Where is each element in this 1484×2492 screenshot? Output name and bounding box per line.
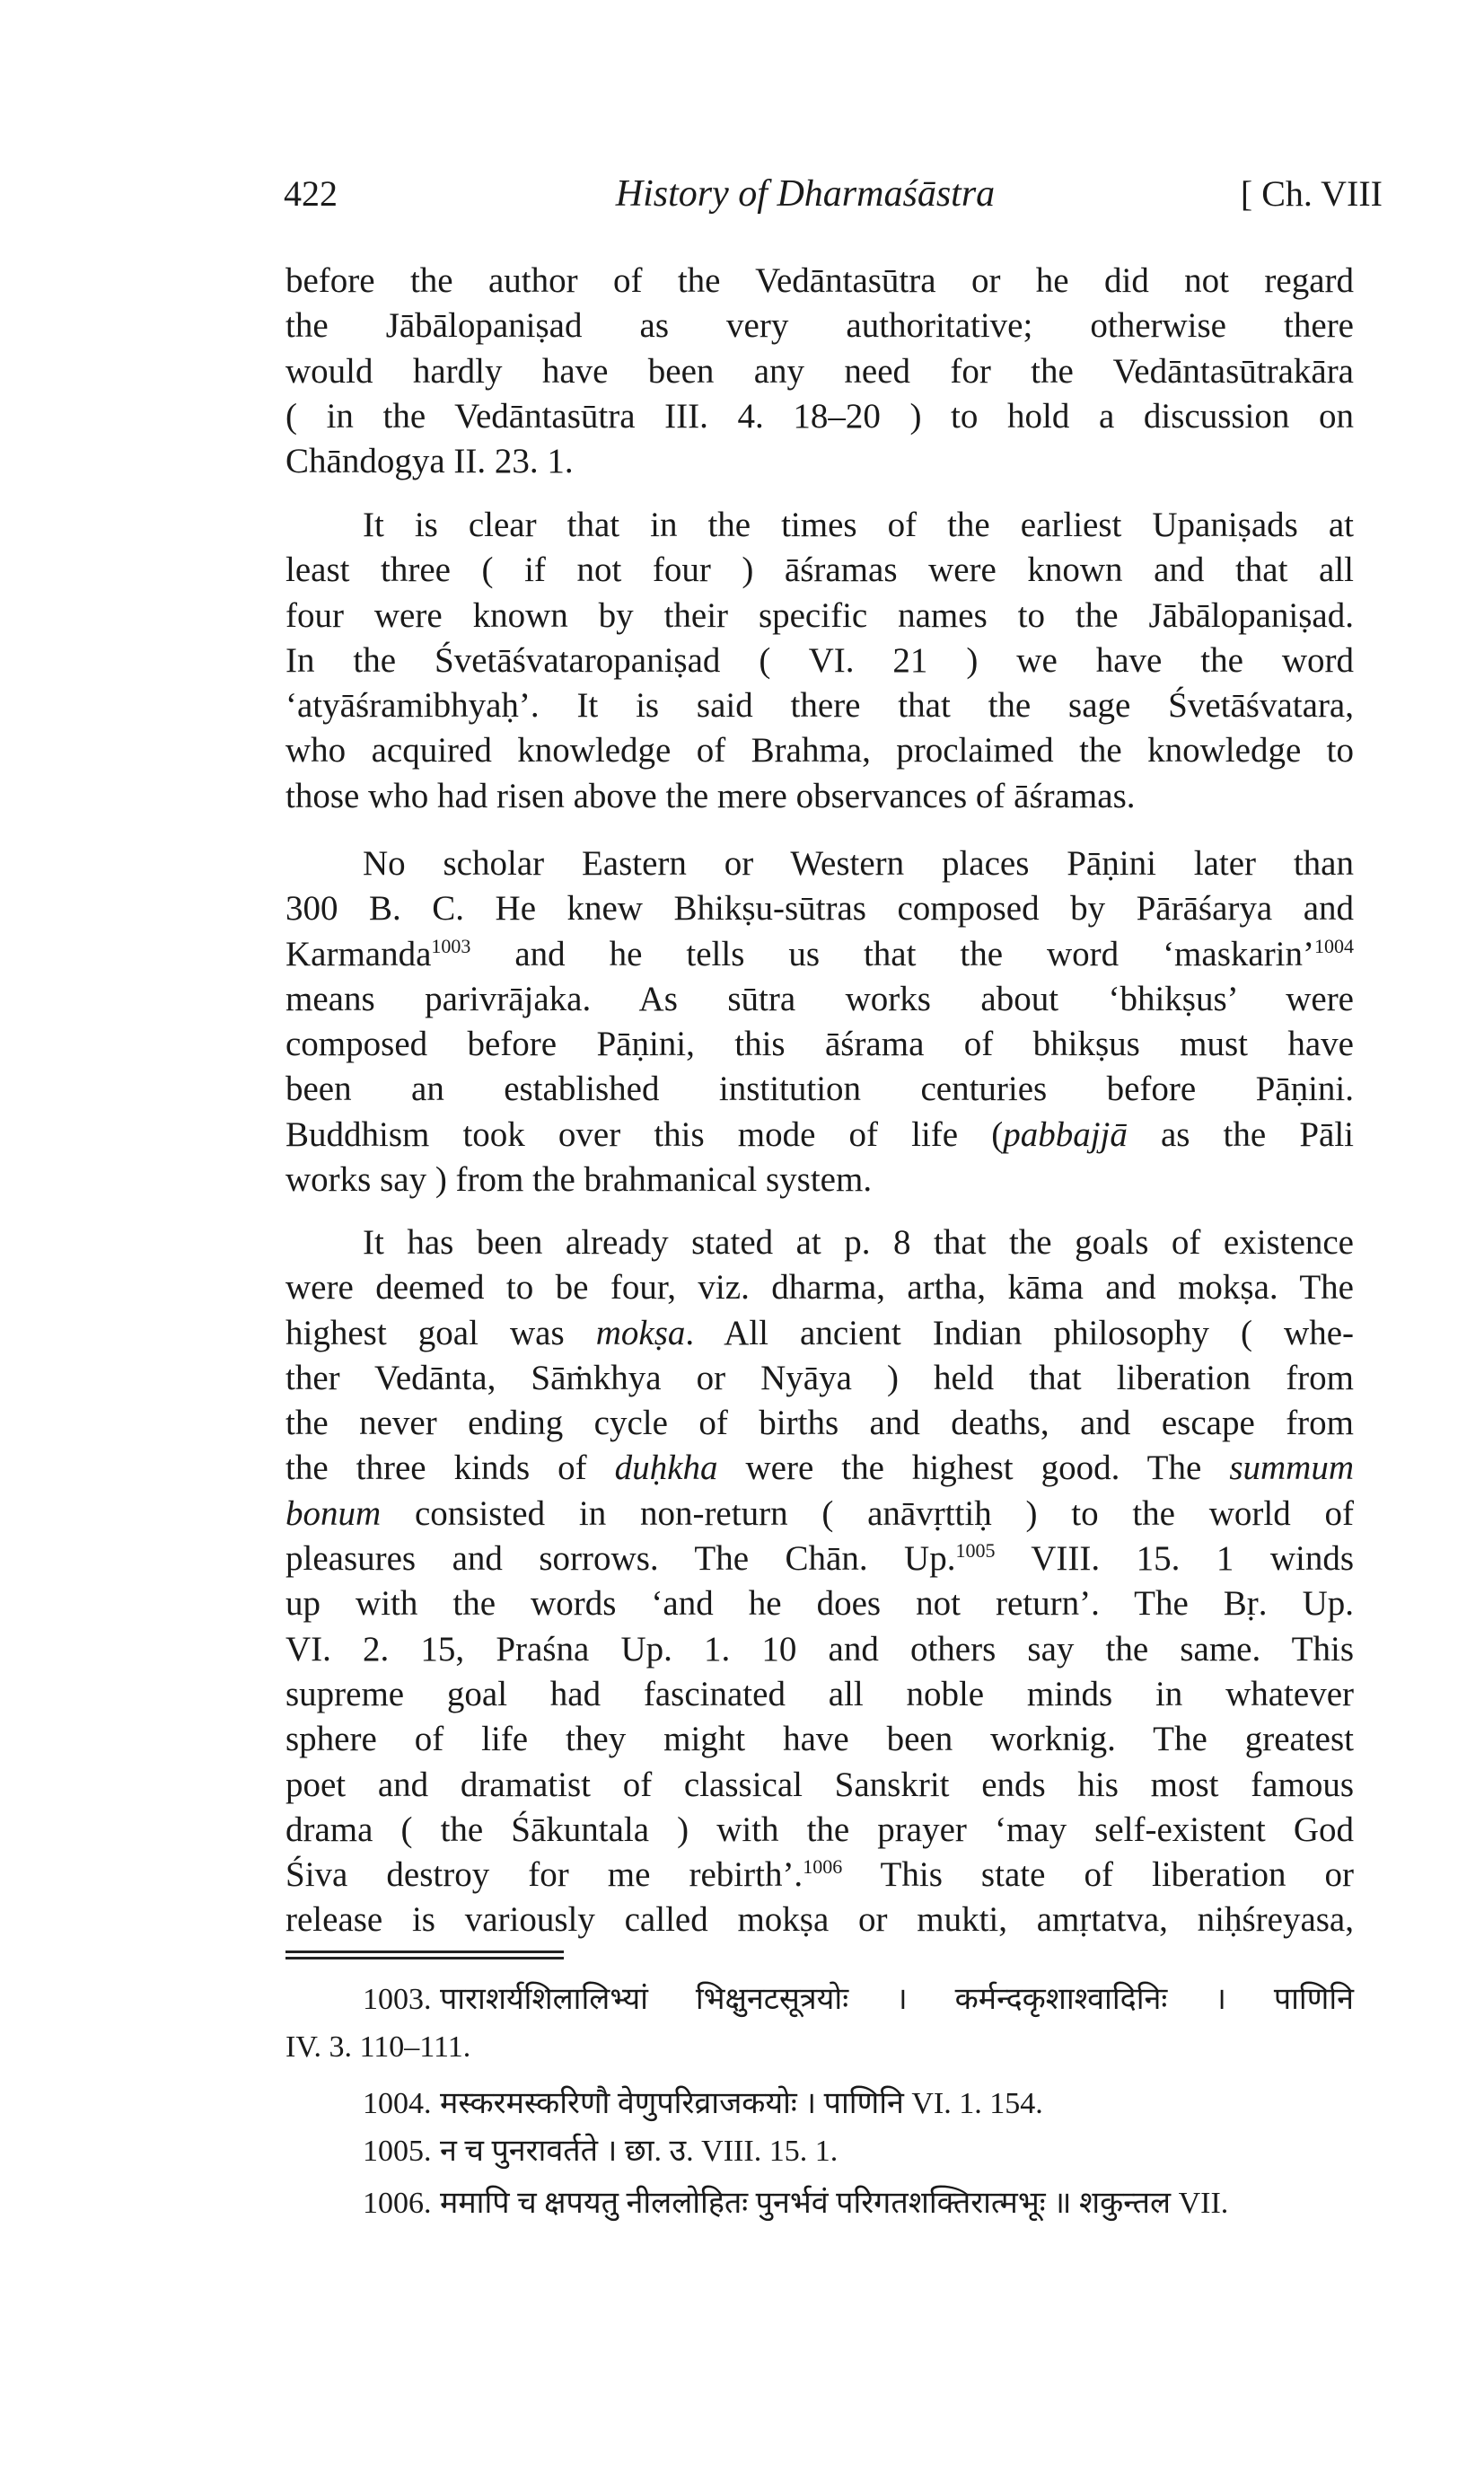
text-run: VIII. 15. 1 winds: [995, 1539, 1355, 1579]
italic-term: mokṣa: [595, 1313, 686, 1352]
text-line: [285, 1022, 1354, 1067]
text-run: In the Śvetāśvataropaniṣad ( VI. 21 ) we have the word: [285, 640, 1354, 680]
text-run: before the author of the Vedāntasūtra or he did not regard: [285, 261, 1354, 300]
paragraph: [285, 503, 1354, 819]
running-title: History of Dharmaśāstra: [615, 173, 996, 215]
text-line: [285, 1265, 1354, 1310]
text-run: consisted in non-return ( anāvṛttiḥ ) to the world of: [381, 1493, 1354, 1533]
text-run: Chāndogya II. 23. 1.: [285, 442, 574, 481]
text-run: Karmanda: [285, 934, 432, 973]
footnote-number: 1005.: [363, 2135, 432, 2168]
text-line: [285, 1220, 1354, 1265]
text-line: [285, 841, 1354, 886]
text-line: [285, 977, 1354, 1022]
text-line: [285, 1763, 1354, 1808]
footnote-number: 1006.: [363, 2187, 432, 2220]
text-line: [285, 1717, 1354, 1762]
text-line: [285, 548, 1354, 593]
text-line: [285, 683, 1354, 728]
text-line: [285, 1537, 1354, 1581]
footnote-text: न च पुनरावर्तते । छा. उ. VIII. 15. 1.: [440, 2135, 839, 2168]
text-line: [285, 349, 1354, 394]
chapter-label: [ Ch. VIII: [1240, 173, 1383, 214]
paragraph: [285, 841, 1354, 1202]
footnote-number: 1003.: [363, 1983, 432, 2016]
text-line: [285, 439, 1354, 484]
text-line: [285, 259, 1354, 304]
footnote-text: ममापि च क्षपयतु नीललोहितः पुनर्भवं परिगतशक्तिरात्मभूः ॥ शकुन्तल VII.: [440, 2187, 1229, 2220]
text-run: VI. 2. 15, Praśna Up. 1. 10 and others say the same. This: [285, 1629, 1354, 1669]
footnote-text: पाराशर्यशिलालिभ्यां भिक्षुनटसूत्रयोः । कर्मन्दकृशाश्वादिनिः । पाणिनि: [440, 1983, 1354, 2016]
footnote-separator: [285, 1950, 564, 1959]
text-run: works say ) from the brahmanical system.: [285, 1160, 873, 1200]
footnote-1003-continuation: IV. 3. 110–111.: [285, 2030, 471, 2064]
italic-term: pabbajjā: [1003, 1114, 1128, 1154]
footnote-1004: [285, 2082, 1354, 2127]
text-line: [285, 1113, 1354, 1158]
text-line: [285, 503, 1354, 548]
footnote-ref: 1005: [955, 1539, 996, 1563]
text-line: [285, 1898, 1354, 1942]
page-number: 422: [284, 173, 338, 214]
text-run: release is variously called mokṣa or mukti, amṛtatva, niḥśreyasa,: [285, 1900, 1354, 1940]
text-run: were the highest good. The: [717, 1449, 1230, 1488]
footnote-text: मस्करमस्करिणौ वेणुपरिव्राजकयोः । पाणिनि VI. 1. 154.: [440, 2087, 1043, 2120]
footnote-number: 1004.: [363, 2087, 432, 2120]
text-run: 300 B. C. He knew Bhikṣu-sūtras composed by Pārāśarya and: [285, 889, 1354, 929]
footnote-1006: [285, 2181, 1354, 2226]
text-line: [285, 1401, 1354, 1446]
italic-term: bonum: [285, 1493, 382, 1533]
text-run: up with the words ‘and he does not return’. The Bṛ. Up.: [285, 1584, 1354, 1624]
text-line: [285, 1808, 1354, 1853]
text-run: Śiva destroy for me rebirth’.: [285, 1855, 803, 1895]
text-run: would hardly have been any need for the Vedāntasūtrakāra: [285, 351, 1354, 391]
text-run: ( in the Vedāntasūtra III. 4. 18–20 ) to hold a discussion on: [285, 396, 1354, 436]
text-run: highest goal was: [285, 1313, 596, 1352]
text-line: [285, 1492, 1354, 1537]
italic-term: duḥkha: [614, 1449, 718, 1488]
text-run: It is clear that in the times of the earliest Upaniṣads at: [363, 506, 1354, 544]
text-line: [285, 728, 1354, 773]
text-run: No scholar Eastern or Western places Pāṇini later than: [363, 844, 1354, 883]
footnote-1005: [285, 2129, 1354, 2174]
text-line: [285, 1672, 1354, 1717]
text-run: the three kinds of: [285, 1449, 615, 1488]
text-run: four were known by their specific names to the Jābālopaniṣad.: [285, 595, 1354, 635]
text-line: [285, 932, 1354, 977]
text-run: as the Pāli: [1127, 1114, 1354, 1154]
text-run: This state of liberation or: [842, 1855, 1354, 1895]
text-run: composed before Pāṇini, this āśrama of bhikṣus must have: [285, 1025, 1354, 1064]
text-run: the never ending cycle of births and deaths, and escape from: [285, 1404, 1354, 1443]
footnote-1003: [285, 1977, 1354, 2022]
text-line: [285, 886, 1354, 931]
text-run: It has been already stated at p. 8 that the goals of existence: [363, 1223, 1354, 1262]
text-run: were deemed to be four, viz. dharma, artha, kāma and mokṣa. The: [285, 1268, 1354, 1308]
text-line: [285, 594, 1354, 638]
text-run: Buddhism took over this mode of life (: [285, 1114, 1004, 1154]
text-line: [285, 638, 1354, 683]
text-run: supreme goal had fascinated all noble minds in whatever: [285, 1674, 1354, 1713]
text-line: [285, 394, 1354, 439]
text-run: ‘atyāśramibhyaḥ’. It is said there that the sage Śvetāśvatara,: [285, 686, 1354, 726]
text-line: [285, 304, 1354, 348]
text-line: [285, 1067, 1354, 1112]
text-run: least three ( if not four ) āśramas were known and that all: [285, 550, 1354, 590]
text-line: [285, 1627, 1354, 1672]
paragraph: [285, 259, 1354, 484]
text-line: [285, 1581, 1354, 1626]
text-line: [285, 1853, 1354, 1898]
italic-term: summum: [1229, 1449, 1354, 1488]
text-run: poet and dramatist of classical Sanskrit ends his most famous: [285, 1765, 1354, 1804]
text-run: sphere of life they might have been worknig. The greatest: [285, 1720, 1354, 1759]
paragraph: [285, 1220, 1354, 1943]
text-run: means parivrājaka. As sūtra works about ‘bhikṣus’ were: [285, 979, 1354, 1018]
text-run: drama ( the Śākuntala ) with the prayer ‘may self-existent God: [285, 1810, 1354, 1849]
footnote-ref: 1003: [431, 934, 471, 957]
text-run: the Jābālopaniṣad as very authoritative; otherwise there: [285, 306, 1354, 346]
text-line: [285, 1356, 1354, 1401]
text-run: those who had risen above the mere observances of āśramas.: [285, 776, 1136, 815]
text-run: been an established institution centuries before Pāṇini.: [285, 1070, 1354, 1109]
text-line: [285, 1446, 1354, 1491]
text-line: [285, 1311, 1354, 1356]
text-line: [285, 774, 1354, 819]
footnote-ref: 1006: [803, 1855, 843, 1879]
text-run: . All ancient Indian philosophy ( whe-: [685, 1313, 1354, 1352]
text-run: ther Vedānta, Sāṁkhya or Nyāya ) held that liberation from: [285, 1358, 1354, 1397]
text-run: and he tells us that the word ‘maskarin’: [470, 934, 1314, 973]
footnote-ref: 1004: [1314, 934, 1354, 957]
text-run: pleasures and sorrows. The Chān. Up.: [285, 1539, 956, 1579]
text-run: who acquired knowledge of Brahma, proclaimed the knowledge to: [285, 731, 1354, 770]
text-line: [285, 1158, 1354, 1202]
